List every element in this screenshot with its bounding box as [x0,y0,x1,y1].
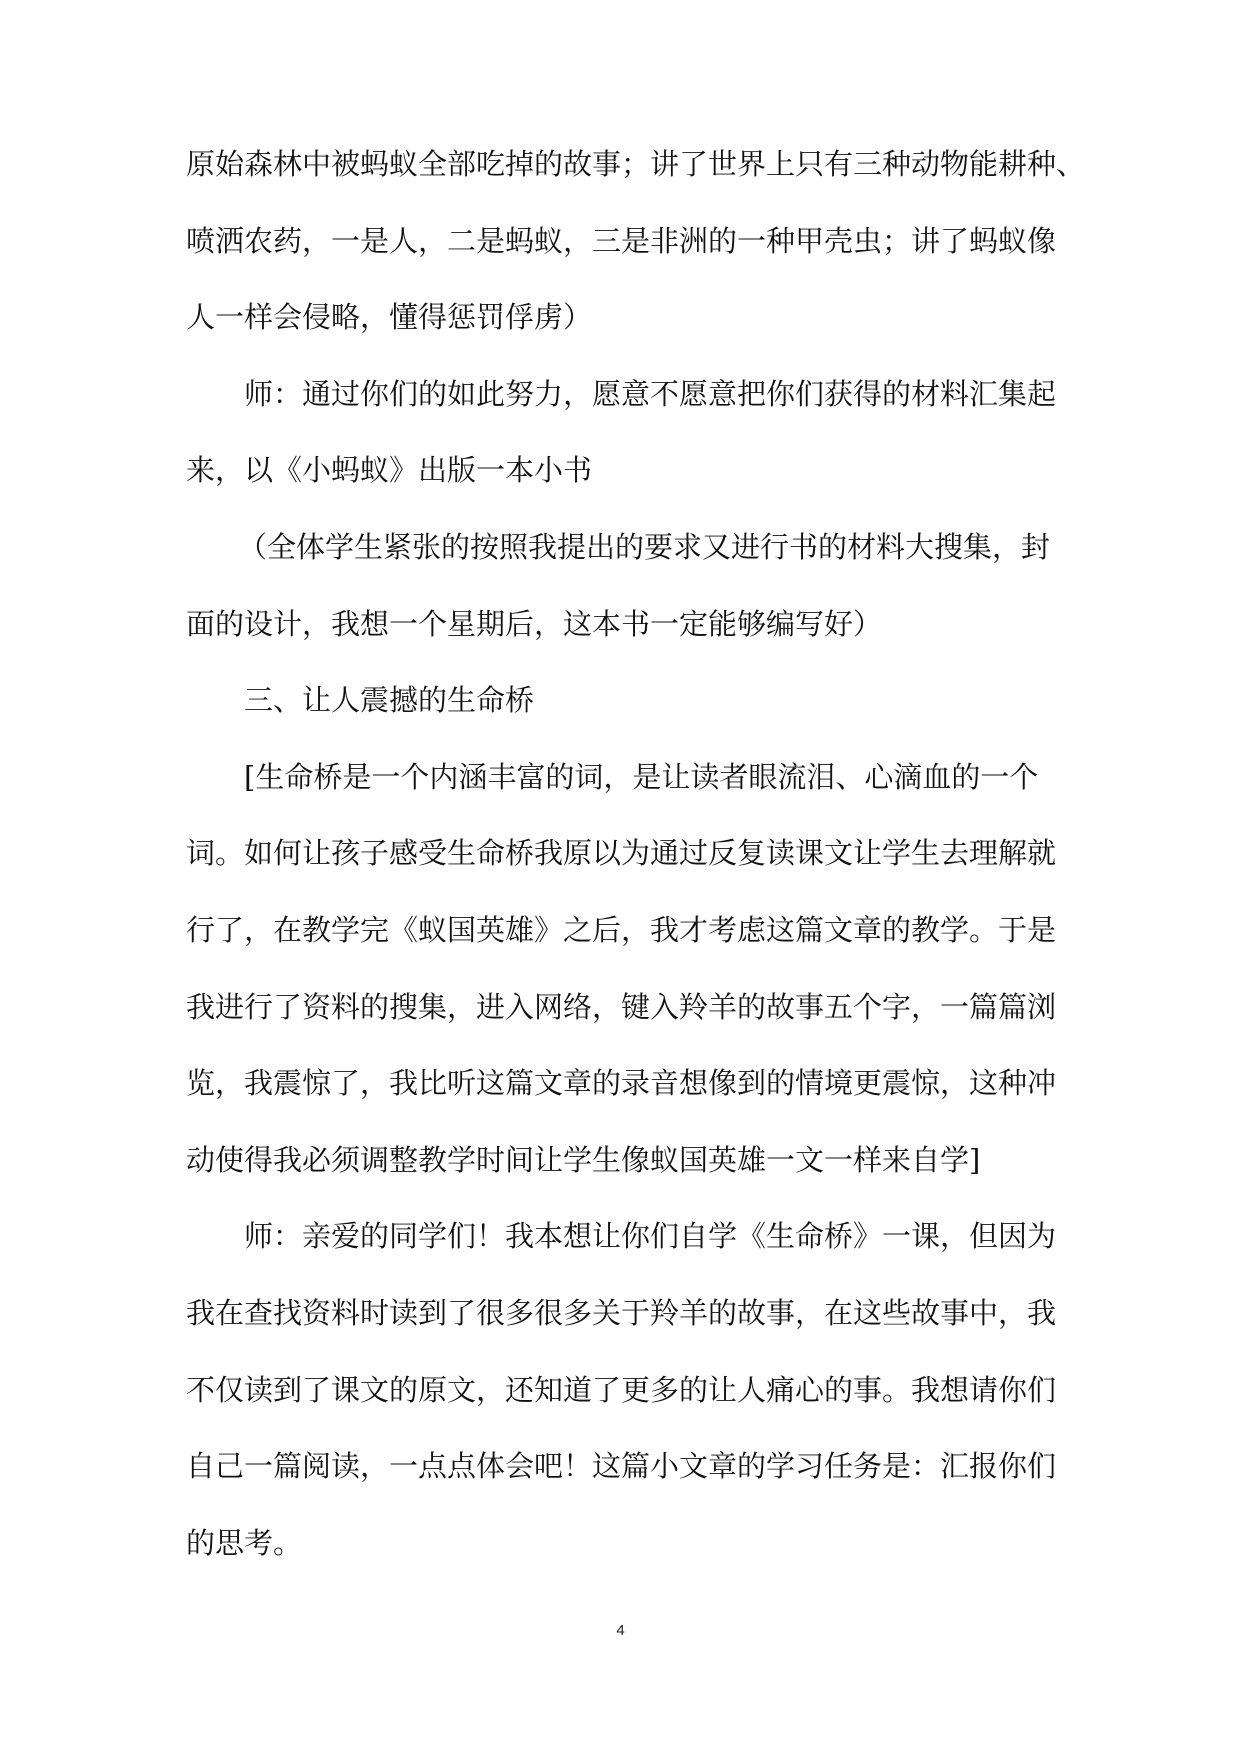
text-line: 面的设计，我想一个星期后，这本书一定能够编写好） [186,606,883,641]
text-line: 不仅读到了课文的原文，还知道了更多的让人痛心的事。我想请你们 [186,1372,1057,1407]
text-line: 喷洒农药，一是人，二是蚂蚁，三是非洲的一种甲壳虫；讲了蚂蚁像 [186,223,1057,258]
text-line: 览，我震惊了，我比听这篇文章的录音想像到的情境更震惊，这种冲 [186,1066,1057,1101]
text-line: （全体学生紧张的按照我提出的要求又进行书的材料大搜集，封 [238,529,1051,564]
text-line: 原始森林中被蚂蚁全部吃掉的故事；讲了世界上只有三种动物能耕种、 [186,147,1086,181]
document-body [186,126,1086,1581]
section-heading: 三、让人震撼的生命桥 [244,683,535,718]
text-line: 动使得我必须调整教学时间让学生像蚁国英雄一文一样来自学] [186,1142,981,1177]
text-line: 师：通过你们的如此努力，愿意不愿意把你们获得的材料汇集起 [244,376,1057,411]
text-line: 词。如何让孩子感受生命桥我原以为通过反复读课文让学生去理解就 [186,836,1057,871]
text-line: 我在查找资料时读到了很多很多关于羚羊的故事，在这些故事中，我 [186,1295,1057,1330]
text-line: 师：亲爱的同学们！我本想让你们自学《生命桥》一课，但因为 [244,1219,1057,1254]
text-line: 人一样会侵略，懂得惩罚俘虏） [186,300,593,335]
text-line: 行了，在教学完《蚁国英雄》之后，我才考虑这篇文章的教学。于是 [186,912,1057,947]
text-line: 我进行了资料的搜集，进入网络，键入羚羊的故事五个字，一篇篇浏 [186,989,1057,1024]
text-line: 的思考。 [186,1525,303,1560]
page-number: 4 [616,1622,625,1639]
text-line: 自己一篇阅读，一点点体会吧！这篇小文章的学习任务是：汇报你们 [186,1449,1057,1484]
text-line: 来，以《小蚂蚁》出版一本小书 [186,453,593,488]
text-line: [生命桥是一个内涵丰富的词，是让读者眼流泪、心滴血的一个 [244,759,1039,794]
